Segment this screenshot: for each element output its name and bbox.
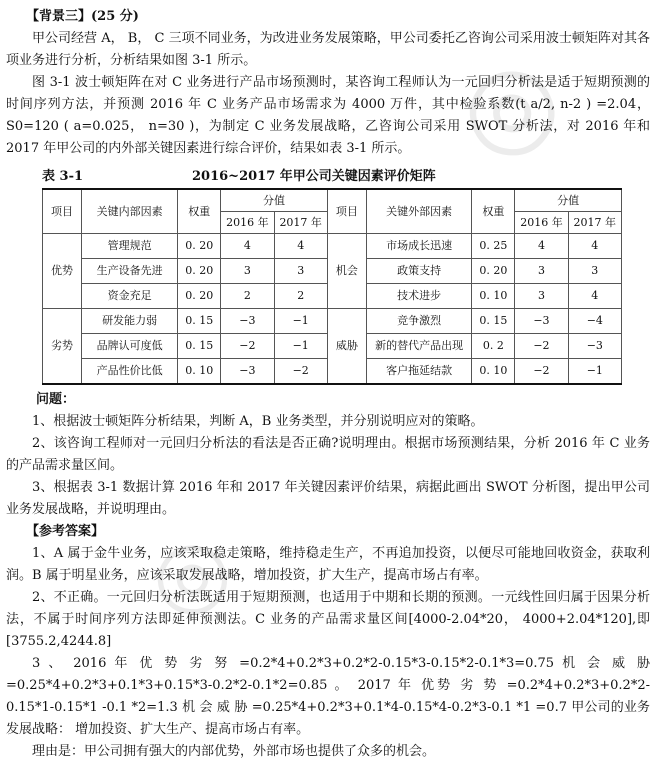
weight-cell: 0. 20 [178,234,221,259]
score-2017: −1 [568,359,621,385]
weight-cell: 0. 10 [178,359,221,385]
background-paragraph-1: 甲公司经营 A， B， C 三项不同业务，为改进业务发展策略，甲公司委托乙咨询公司采用波士顿矩阵对其各项业务进行分析，分析结果如图 3-1 所示。 [6,31,650,68]
score-2016: 3 [221,259,274,284]
background-heading: 【背景三】(25 分) [26,9,139,24]
header-score: 分值 [221,189,328,212]
header-weight: 权重 [178,189,221,234]
external-factor: 新的替代产品出现 [366,334,471,359]
header-2016: 2016 年 [221,212,274,234]
score-2016: −3 [221,309,274,334]
internal-factor: 资金充足 [82,284,178,309]
internal-factor: 产品性价比低 [82,359,178,385]
watermark-seal: ◎ [131,508,248,638]
score-2016: −3 [515,309,568,334]
table-header-row [43,189,622,212]
header-project: 项目 [327,189,366,234]
weight-cell: 0. 15 [178,309,221,334]
weight-cell: 0. 2 [472,334,515,359]
questions-title: 问题： [36,392,76,407]
table-row [43,234,622,259]
external-factor: 市场成长迅速 [366,234,471,259]
table-caption [42,166,622,188]
answer-2: 2、不正确。一元回归分析法既适用于短期预测，也适用于中期和长期的预测。一元线性回归属于因果分析法，不属于时间序列方法即延伸预测法。C 业务的产品需求量区间[4000-2.04*20， 4000+2.04*120],即[3755.2,4244.8] [6,590,650,649]
group-threat: 威胁 [327,309,366,385]
score-2017: 3 [568,259,621,284]
weight-cell: 0. 15 [178,334,221,359]
score-2016: 3 [515,259,568,284]
table-title: 2016~2017 年甲公司关键因素评价矩阵 [192,169,436,184]
answer-reason: 理由是：甲公司拥有强大的内部优势，外部市场也提供了众多的机会。 [32,744,436,759]
external-factor: 竞争激烈 [366,309,471,334]
header-external-factor: 关键外部因素 [366,189,471,234]
score-2017: −4 [568,309,621,334]
score-2016: 4 [515,234,568,259]
header-score: 分值 [515,189,622,212]
header-project: 项目 [43,189,82,234]
group-advantage: 优势 [43,234,82,309]
score-2017: −3 [568,334,621,359]
background-paragraph-2: 图 3-1 波士顿矩阵在对 C 业务进行产品市场预测时，某咨询工程师认为一元回归分析法是适于短期预测的时间序列方法，并预测 2016 年 C 业务产品市场需求为 4000 万件，其中检验系数(t a/2, n-2 ) =2.04，S0=120 ( a=0.025， n=30 )，为制定 C 业务发展战略，乙咨询公司采用 SWOT 分析法，对 2016 年和 2017 年甲公司的内外部关键因素进行综合评价，结果如表 3-1 所示。 [6,75,650,156]
answers-title: 【参考答案】 [26,524,105,539]
score-2016: 2 [221,284,274,309]
score-2016: −2 [515,334,568,359]
score-2016: −2 [515,359,568,385]
score-2017: 4 [274,234,327,259]
score-2016: 3 [515,284,568,309]
score-2017: −2 [274,359,327,385]
score-2017: 4 [568,234,621,259]
score-2017: −1 [274,309,327,334]
score-2017: 4 [568,284,621,309]
key-factor-evaluation-table [42,188,622,385]
internal-factor: 管理规范 [82,234,178,259]
table-row [43,309,622,334]
question-3: 3、根据表 3-1 数据计算 2016 年和 2017 年关键因素评价结果，病据此画出 SWOT 分析图，提出甲公司业务发展战略，并说明理由。 [6,480,650,517]
score-2016: −2 [221,334,274,359]
score-2016: 4 [221,234,274,259]
weight-cell: 0. 20 [178,284,221,309]
score-2017: −1 [274,334,327,359]
header-2017: 2017 年 [274,212,327,234]
internal-factor: 生产设备先进 [82,259,178,284]
answer-1: 1、A 属于金牛业务，应该采取稳走策略，维持稳走生产，不再追加投资，以便尽可能地回收资金，获取利润。B 属于明星业务，应该采取发展战略，增加投资，扩大生产，提高市场占有率。 [6,546,650,583]
evaluation-table-block [42,166,622,385]
score-2016: −3 [221,359,274,385]
score-2017: 2 [274,284,327,309]
header-weight: 权重 [472,189,515,234]
external-factor: 技术进步 [366,284,471,309]
weight-cell: 0. 15 [472,309,515,334]
weight-cell: 0. 20 [472,259,515,284]
weight-cell: 0. 10 [472,284,515,309]
watermark-seal: ◎ [437,25,579,184]
header-2016: 2016 年 [515,212,568,234]
score-2017: 3 [274,259,327,284]
question-2: 2、该咨询工程师对一元回归分析法的看法是否正确?说明理由。根据市场预测结果，分析 2016 年 C 业务的产品需求量区间。 [6,436,650,473]
weight-cell: 0. 10 [472,359,515,385]
external-factor: 政策支持 [366,259,471,284]
group-disadvantage: 劣势 [43,309,82,385]
external-factor: 客户拖延结款 [366,359,471,385]
question-1: 1、根据波士顿矩阵分析结果，判断 A，B 业务类型，并分别说明应对的策略。 [32,414,484,429]
internal-factor: 研发能力弱 [82,309,178,334]
answer-3: 3 、 2016 年 优 势 劣 努 =0.2*4+0.2*3+0.2*2-0.15*3-0.15*2-0.1*3=0.75 机 会 威 胁 =0.25*4+0.2*3+0.1*3+0.15*3-0.2*2-0.1*2=0.85 。 2017 年 优势 劣 势 =0.2*4+0.2*3+0.2*2-0.15*1-0.15*1 -0.1 *2=1.3 机 会 威 胁 =0.25*4+0.2*3+0.1*4-0.15*4-0.2*3-0.1 *1 =0.7 甲公司的业务发展战略： 增加投资、扩大生产、提高市场占有率。 [6,656,650,737]
table-number: 表 3-1 [42,169,84,184]
group-opportunity: 机会 [327,234,366,309]
weight-cell: 0. 20 [178,259,221,284]
internal-factor: 品牌认可度低 [82,334,178,359]
weight-cell: 0. 25 [472,234,515,259]
header-2017: 2017 年 [568,212,621,234]
header-internal-factor: 关键内部因素 [82,189,178,234]
